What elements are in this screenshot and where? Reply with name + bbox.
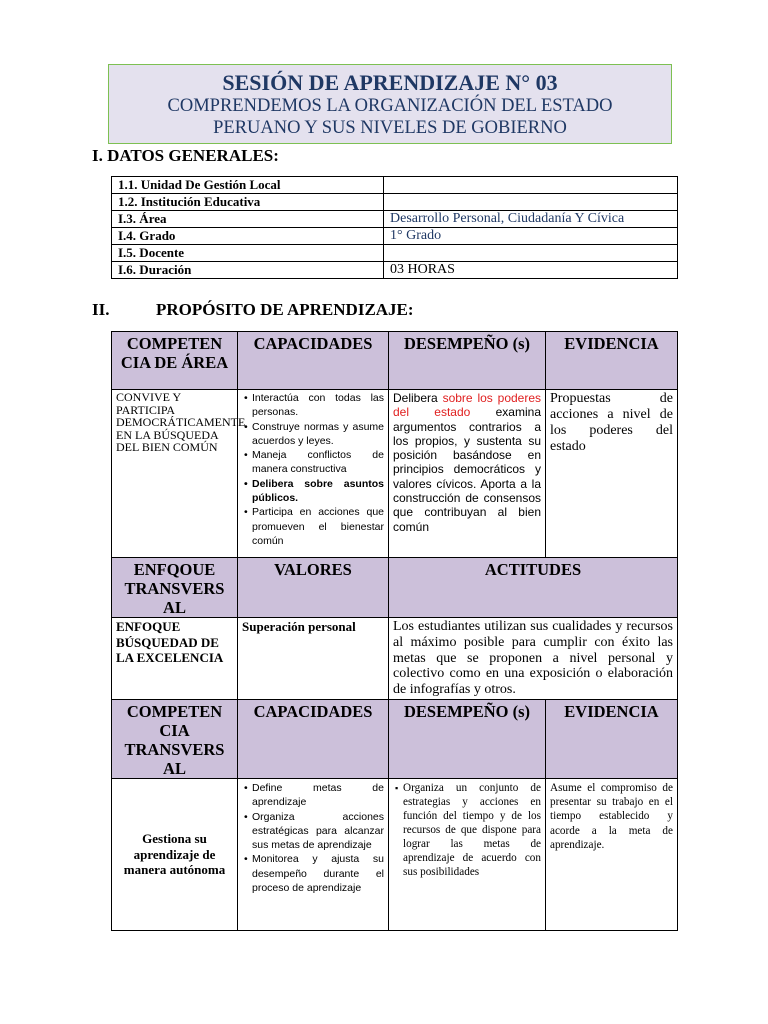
desempeno-pre: Delibera	[393, 391, 443, 405]
teacher-label: I.5. Docente	[112, 245, 384, 262]
section2-heading: PROPÓSITO DE APRENDIZAJE:	[156, 300, 414, 319]
header-capacidades-2: CAPACIDADES	[238, 700, 389, 779]
header-valores: VALORES	[238, 558, 389, 618]
table-row	[112, 558, 678, 618]
list-item: • Maneja conflictos de manera constructiva	[252, 448, 384, 477]
table-row	[112, 245, 678, 262]
header-desempeno-2: DESEMPEÑO (s)	[389, 700, 546, 779]
desempeno-list-2	[393, 781, 541, 879]
area-label: I.3. Área	[112, 211, 384, 228]
section2-heading-number: II.	[92, 300, 110, 319]
list-item: • Interactúa con todas las personas.	[252, 391, 384, 420]
purpose-table	[111, 331, 678, 931]
header-competencia-transversal: COMPETEN CIA TRANSVERS AL	[112, 700, 238, 779]
table-row	[112, 194, 678, 211]
table-row	[112, 618, 678, 700]
table-row	[112, 332, 678, 390]
table-row	[112, 779, 678, 931]
ugel-value	[384, 177, 678, 194]
list-item: • Delibera sobre asuntos públicos.	[252, 477, 384, 506]
desempeno-cell	[389, 390, 546, 558]
competencia-area-text: CONVIVE Y PARTICIPA DEMOCRÁTICAMENTE EN LA BÚSQUEDA DEL BIEN COMÚN	[112, 390, 238, 558]
header-evidencia-2: EVIDENCIA	[546, 700, 678, 779]
area-value: Desarrollo Personal, Ciudadanía Y Cívica	[384, 211, 678, 228]
header-evidencia: EVIDENCIA	[546, 332, 678, 390]
grade-label: I.4. Grado	[112, 228, 384, 245]
capacidades-cell-2	[238, 779, 389, 931]
table-row	[112, 700, 678, 779]
institution-value	[384, 194, 678, 211]
list-item: • Define metas de aprendizaje	[252, 781, 384, 810]
session-subtitle-line2: PERUANO Y SUS NIVELES DE GOBIERNO	[213, 118, 567, 138]
table-row	[112, 228, 678, 245]
evidencia-text: Propuestas de acciones a nivel de los poderes del estado	[546, 390, 678, 558]
capacidades-cell	[238, 390, 389, 558]
header-capacidades: CAPACIDADES	[238, 332, 389, 390]
valor-text: Superación personal	[238, 618, 389, 700]
list-item: • Organiza acciones estratégicas para alcanzar sus metas de aprendizaje	[252, 810, 384, 853]
duration-value: 03 HORAS	[384, 262, 678, 279]
list-item: • Construye normas y asume acuerdos y leyes.	[252, 420, 384, 449]
general-data-table	[111, 176, 678, 279]
grade-value: 1° Grado	[384, 228, 678, 245]
desempeno-post: examina argumentos contrarios a los propios, y sustenta su posición basándose en principios democráticos y valores cívicos. Aporta a la construcción de consensos que contribuyan al bien común	[393, 405, 541, 534]
capacidades-list-2	[242, 781, 384, 895]
table-row	[112, 390, 678, 558]
list-item: • Participa en acciones que promueven el bienestar común	[252, 505, 384, 548]
session-title: SESIÓN DE APRENDIZAJE N° 03	[222, 70, 558, 95]
enfoque-text: ENFOQUE BÚSQUEDAD DE LA EXCELENCIA	[112, 618, 238, 700]
header-actitudes: ACTITUDES	[389, 558, 678, 618]
desempeno-highlight: sobre los poderes del estado	[393, 391, 542, 420]
teacher-value	[384, 245, 678, 262]
table-row	[112, 211, 678, 228]
competencia-transversal-text: Gestiona su aprendizaje de manera autónoma	[112, 779, 238, 931]
capacidades-list	[242, 391, 384, 548]
header-enfoque: ENFQOUE TRANSVERS AL	[112, 558, 238, 618]
list-item: ▪ Organiza un conjunto de estrategias y acciones en función del tiempo y de los recursos de que dispone para lograr las metas de aprendizaje de acuerdo con sus posibilidades	[403, 781, 541, 879]
ugel-label: 1.1. Unidad De Gestión Local	[112, 177, 384, 194]
section1-heading: I. DATOS GENERALES:	[92, 146, 279, 165]
header-competencia-area: COMPETEN CIA DE ÁREA	[112, 332, 238, 390]
session-subtitle-line1: COMPRENDEMOS LA ORGANIZACIÓN DEL ESTADO	[167, 96, 613, 116]
desempeno-cell-2	[389, 779, 546, 931]
table-row	[112, 262, 678, 279]
list-item: • Monitorea y ajusta su desempeño durante el proceso de aprendizaje	[252, 852, 384, 895]
header-desempeno: DESEMPEÑO (s)	[389, 332, 546, 390]
evidencia-text-2: Asume el compromiso de presentar su trabajo en el tiempo establecido y acorde a la meta de aprendizaje.	[546, 779, 678, 931]
institution-label: 1.2. Institución Educativa	[112, 194, 384, 211]
actitud-text: Los estudiantes utilizan sus cualidades y recursos al máximo posible para cumplir con éxito las metas que se proponen a nivel personal y colectivo como en una exposición o elaboración de infografías y otros.	[389, 618, 678, 700]
table-row	[112, 177, 678, 194]
title-box	[108, 64, 672, 144]
duration-label: I.6. Duración	[112, 262, 384, 279]
